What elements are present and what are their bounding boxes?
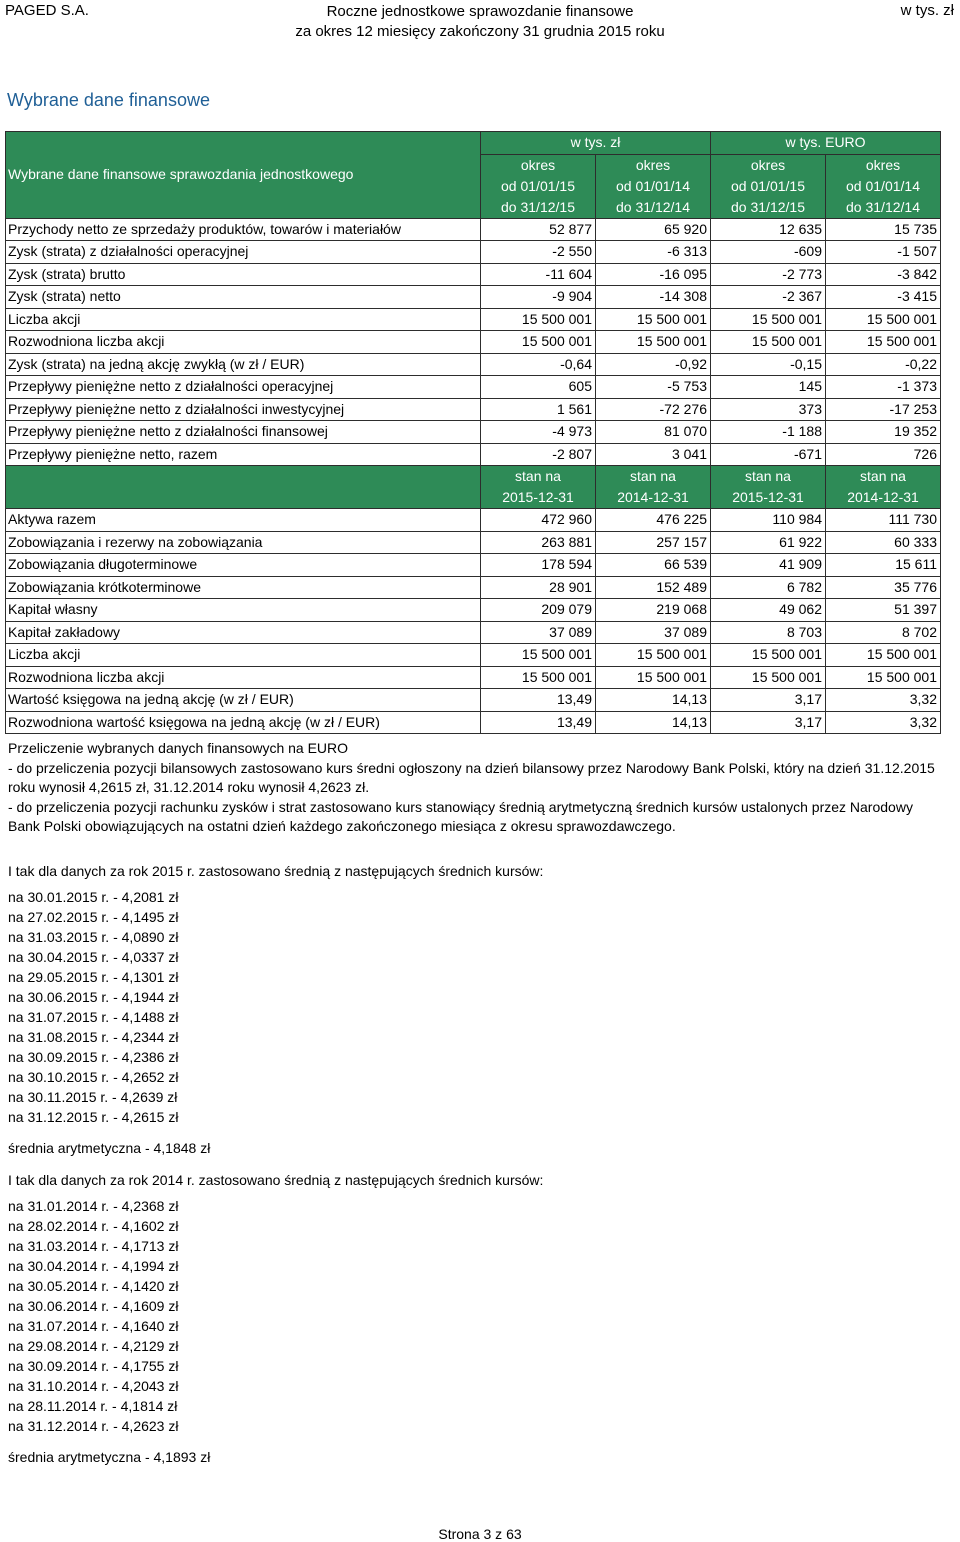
row-label: Przychody netto ze sprzedaży produktów, towarów i materiałów [6,218,481,241]
stan-header-line: stan na [630,468,676,484]
period-header-line: okres [520,156,556,173]
row-value: 37 089 [481,621,596,644]
row-value: 37 089 [596,621,711,644]
row-value: 1 561 [481,398,596,421]
row-label: Rozwodniona liczba akcji [6,331,481,354]
period-header-line: do 31/12/15 [731,198,805,215]
row-value: 28 901 [481,576,596,599]
row-value: 35 776 [826,576,941,599]
row-value: 15 611 [826,554,941,577]
euro-conversion-notes [8,739,948,1468]
table-row [6,398,941,421]
row-value: 15 500 001 [711,331,826,354]
row-value: 8 702 [826,621,941,644]
row-label: Zysk (strata) na jedną akcję zwykłą (w zł / EUR) [6,353,481,376]
row-value: -609 [711,241,826,264]
row-value: 52 877 [481,218,596,241]
row-value: 15 500 001 [596,308,711,331]
row-value: 15 500 001 [711,308,826,331]
row-value: -9 904 [481,286,596,309]
row-label: Przepływy pieniężne netto, razem [6,443,481,466]
page-number: Strona 3 z 63 [438,1526,522,1542]
stan-header-line: stan na [860,468,906,484]
row-value: 15 500 001 [826,666,941,689]
row-value: 13,49 [481,689,596,712]
notes-intro-2014: I tak dla danych za rok 2014 r. zastosowano średnią z następujących średnich kursów: [8,1171,544,1188]
stan-header [481,466,596,509]
table-row [6,376,941,399]
period-header-line: od 01/01/14 [846,177,920,194]
rate-item: na 30.01.2015 r. - 4,2081 zł [8,889,179,905]
row-value: 14,13 [596,711,711,734]
row-value: 15 500 001 [481,331,596,354]
row-value: 605 [481,376,596,399]
stan-header [596,466,711,509]
rate-item: na 31.10.2014 r. - 4,2043 zł [8,1378,179,1394]
table-row [6,531,941,554]
row-value: 65 920 [596,218,711,241]
row-value: 13,49 [481,711,596,734]
row-value: -2 807 [481,443,596,466]
table-row [6,666,941,689]
row-value: 15 500 001 [596,666,711,689]
rates-2015-list [8,887,948,1127]
period-header-line: do 31/12/15 [501,198,575,215]
row-value: 178 594 [481,554,596,577]
rate-item: na 30.05.2014 r. - 4,1420 zł [8,1278,179,1294]
row-value: 61 922 [711,531,826,554]
row-label: Wartość księgowa na jedną akcję (w zł / EUR) [6,689,481,712]
row-value: -17 253 [826,398,941,421]
row-value: 3,17 [711,689,826,712]
row-label: Zysk (strata) netto [6,286,481,309]
rate-item: na 30.04.2015 r. - 4,0337 zł [8,949,179,965]
row-value: -16 095 [596,263,711,286]
rate-item: na 31.07.2015 r. - 4,1488 zł [8,1009,179,1025]
row-label: Rozwodniona liczba akcji [6,666,481,689]
notes-heading: Przeliczenie wybranych danych finansowych na EURO [8,740,349,756]
rate-item: na 31.08.2015 r. - 4,2344 zł [8,1029,179,1045]
table-row [6,509,941,532]
period-header [826,154,941,218]
stan-header-line: 2015-12-31 [732,489,804,505]
row-value: -11 604 [481,263,596,286]
row-label: Rozwodniona wartość księgowa na jedną akcję (w zł / EUR) [6,711,481,734]
row-value: 15 500 001 [826,331,941,354]
row-value: 19 352 [826,421,941,444]
row-value: -5 753 [596,376,711,399]
currency-pln-header: w tys. zł [481,132,711,155]
rates-2014-list [8,1196,948,1436]
rate-item: na 31.07.2014 r. - 4,1640 zł [8,1318,179,1334]
row-label: Przepływy pieniężne netto z działalności operacyjnej [6,376,481,399]
row-value: 110 984 [711,509,826,532]
row-label: Przepływy pieniężne netto z działalności inwestycyjnej [6,398,481,421]
notes-average-2014: średnia arytmetyczna - 4,1893 zł [8,1449,211,1465]
row-value: 209 079 [481,599,596,622]
row-label: Liczba akcji [6,644,481,667]
rate-item: na 28.11.2014 r. - 4,1814 zł [8,1398,178,1414]
period-header-line: do 31/12/14 [616,198,690,215]
table-row [6,644,941,667]
row-label: Aktywa razem [6,509,481,532]
rate-item: na 31.01.2014 r. - 4,2368 zł [8,1198,179,1214]
row-value: 373 [711,398,826,421]
financial-data-table [5,131,941,734]
table-row [6,331,941,354]
row-value: -671 [711,443,826,466]
rate-item: na 31.12.2015 r. - 4,2615 zł [8,1109,179,1125]
row-label: Kapitał własny [6,599,481,622]
row-value: -6 313 [596,241,711,264]
row-value: 15 500 001 [481,308,596,331]
stan-header-spacer [6,466,481,509]
row-value: -2 550 [481,241,596,264]
notes-balance-paragraph: - do przeliczenia pozycji bilansowych zastosowano kurs średni ogłoszony na dzień bilansowy przez Narodowy Bank Polski, który na dzień 31.12.2015 roku wynosił 4,2615 zł, 31.12.2014 roku wynosił 4,2623 zł. [8,759,935,795]
row-value: 15 500 001 [481,644,596,667]
rate-item: na 30.04.2014 r. - 4,1994 zł [8,1258,179,1274]
row-label: Zobowiązania długoterminowe [6,554,481,577]
row-value: 3 041 [596,443,711,466]
table-title: Wybrane dane finansowe sprawozdania jednostkowego [6,132,481,219]
rate-item: na 30.06.2014 r. - 4,1609 zł [8,1298,179,1314]
row-value: 15 500 001 [711,644,826,667]
notes-intro-2015: I tak dla danych za rok 2015 r. zastosowano średnią z następujących średnich kursów: [8,862,544,879]
table-row [6,218,941,241]
company-name: PAGED S.A. [5,2,89,19]
rate-item: na 31.12.2014 r. - 4,2623 zł [8,1418,179,1434]
table-row [6,263,941,286]
period-header-line: okres [750,156,786,173]
row-value: 15 500 001 [481,666,596,689]
row-label: Zobowiązania krótkoterminowe [6,576,481,599]
row-value: 3,32 [826,689,941,712]
rate-item: na 30.11.2015 r. - 4,2639 zł [8,1089,178,1105]
row-value: 15 735 [826,218,941,241]
table-row [6,711,941,734]
table-row [6,576,941,599]
period-header-line: od 01/01/15 [731,177,805,194]
row-value: 111 730 [826,509,941,532]
period-header [711,154,826,218]
row-value: 257 157 [596,531,711,554]
stan-header-line: 2014-12-31 [617,489,689,505]
row-value: 726 [826,443,941,466]
row-value: -0,15 [711,353,826,376]
row-value: 51 397 [826,599,941,622]
row-value: -4 973 [481,421,596,444]
row-value: -72 276 [596,398,711,421]
period-header-line: okres [865,156,901,173]
row-value: 145 [711,376,826,399]
table-row [6,554,941,577]
row-value: 49 062 [711,599,826,622]
rate-item: na 30.09.2014 r. - 4,1755 zł [8,1358,179,1374]
rate-item: na 31.03.2015 r. - 4,0890 zł [8,929,179,945]
row-label: Zobowiązania i rezerwy na zobowiązania [6,531,481,554]
row-value: -2 367 [711,286,826,309]
stan-header-line: stan na [515,468,561,484]
stan-header-line: stan na [745,468,791,484]
table-row [6,241,941,264]
row-value: 15 500 001 [596,331,711,354]
table-row [6,599,941,622]
row-value: 3,32 [826,711,941,734]
row-label: Zysk (strata) brutto [6,263,481,286]
period-header-line: od 01/01/15 [501,177,575,194]
row-value: 8 703 [711,621,826,644]
row-value: 41 909 [711,554,826,577]
table-row [6,353,941,376]
stan-header-line: 2015-12-31 [502,489,574,505]
report-title-line2: za okres 12 miesięcy zakończony 31 grudnia 2015 roku [295,23,665,40]
rate-item: na 30.09.2015 r. - 4,2386 zł [8,1049,179,1065]
row-value: 263 881 [481,531,596,554]
currency-eur-header: w tys. EURO [711,132,941,155]
row-value: 81 070 [596,421,711,444]
rate-item: na 27.02.2015 r. - 4,1495 zł [8,909,179,925]
row-value: -3 415 [826,286,941,309]
table-row [6,286,941,309]
rate-item: na 29.08.2014 r. - 4,2129 zł [8,1338,179,1354]
row-value: -1 373 [826,376,941,399]
row-value: -2 773 [711,263,826,286]
row-label: Liczba akcji [6,308,481,331]
section-title: Wybrane dane finansowe [7,90,210,110]
row-value: 15 500 001 [711,666,826,689]
period-header [596,154,711,218]
period-header [481,154,596,218]
row-label: Zysk (strata) z działalności operacyjnej [6,241,481,264]
rate-item: na 30.06.2015 r. - 4,1944 zł [8,989,179,1005]
row-value: 60 333 [826,531,941,554]
row-value: 6 782 [711,576,826,599]
row-value: 219 068 [596,599,711,622]
row-value: 12 635 [711,218,826,241]
row-value: 14,13 [596,689,711,712]
row-value: 15 500 001 [826,308,941,331]
row-value: -0,22 [826,353,941,376]
header-units: w tys. zł [900,2,954,19]
row-value: 152 489 [596,576,711,599]
notes-pnl-paragraph: - do przeliczenia pozycji rachunku zysków i strat zastosowano kurs stanowiący średnią arytmetyczną średnich kursów ustalonych przez Narodowy Bank Polski obowiązujących na ostatni dzień każdego zakończonego miesiąca z okresu sprawozdawczego. [8,798,913,834]
stan-header-line: 2014-12-31 [847,489,919,505]
row-value: 472 960 [481,509,596,532]
row-value: 15 500 001 [596,644,711,667]
report-title [0,2,960,42]
row-value: -0,92 [596,353,711,376]
rate-item: na 28.02.2014 r. - 4,1602 zł [8,1218,179,1234]
period-header-line: okres [635,156,671,173]
row-value: 66 539 [596,554,711,577]
stan-header [711,466,826,509]
row-value: 476 225 [596,509,711,532]
table-row [6,308,941,331]
row-value: -1 507 [826,241,941,264]
period-header-line: do 31/12/14 [846,198,920,215]
rate-item: na 30.10.2015 r. - 4,2652 zł [8,1069,179,1085]
row-value: -0,64 [481,353,596,376]
rate-item: na 31.03.2014 r. - 4,1713 zł [8,1238,179,1254]
table-row [6,689,941,712]
row-label: Kapitał zakładowy [6,621,481,644]
row-label: Przepływy pieniężne netto z działalności finansowej [6,421,481,444]
period-header-line: od 01/01/14 [616,177,690,194]
table-row [6,421,941,444]
notes-average-2015: średnia arytmetyczna - 4,1848 zł [8,1140,211,1156]
stan-header [826,466,941,509]
row-value: -1 188 [711,421,826,444]
rate-item: na 29.05.2015 r. - 4,1301 zł [8,969,179,985]
row-value: -14 308 [596,286,711,309]
table-row [6,621,941,644]
row-value: 15 500 001 [826,644,941,667]
table-row [6,443,941,466]
row-value: -3 842 [826,263,941,286]
row-value: 3,17 [711,711,826,734]
report-title-line1: Roczne jednostkowe sprawozdanie finansowe [326,3,634,20]
